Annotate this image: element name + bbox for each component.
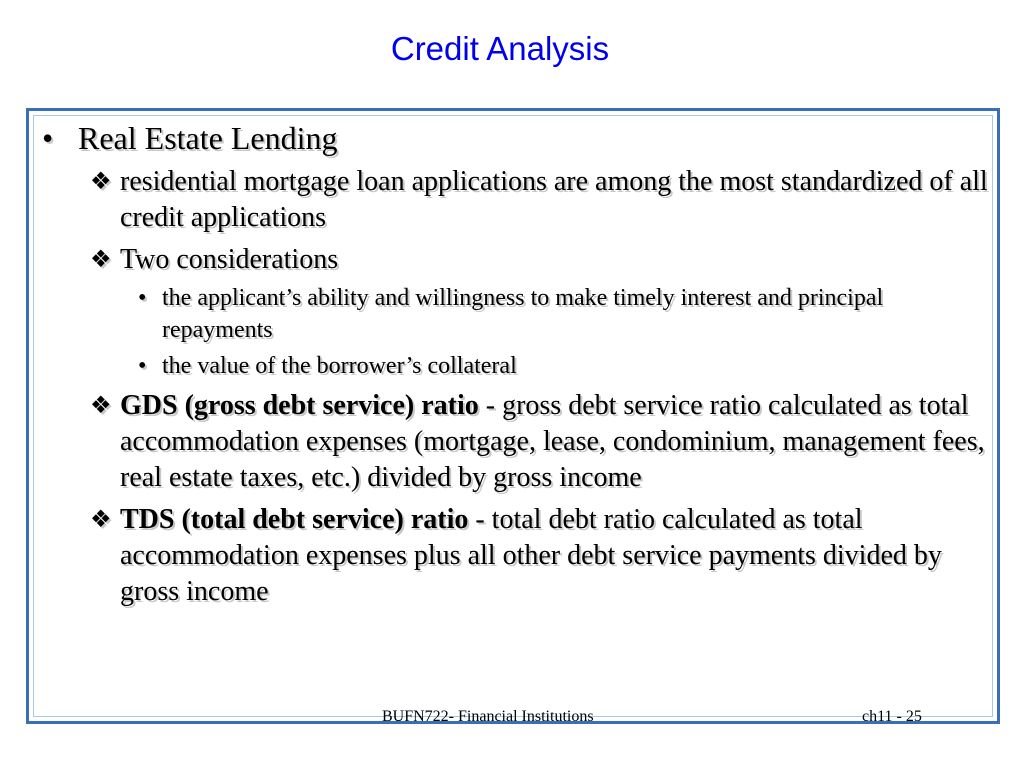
footer-course: BUFN722- Financial Institutions bbox=[382, 708, 594, 725]
tds-definition: - total debt ratio calculated as total accommodation expenses plus all other debt service payments divided by gross income bbox=[120, 504, 942, 607]
sub-bullet-text: the value of the borrower’s collateral bbox=[162, 353, 517, 379]
slide-title: Credit Analysis bbox=[390, 30, 610, 67]
sub-bullet-ability bbox=[138, 282, 994, 346]
bullet-tds-ratio bbox=[90, 502, 994, 610]
bullet-residential-mortgage bbox=[90, 164, 994, 236]
sub-bullet-collateral bbox=[138, 350, 994, 382]
slide-content bbox=[34, 118, 994, 610]
bullet-text: Two considerations bbox=[120, 244, 339, 275]
bullet-two-considerations bbox=[90, 242, 994, 278]
bullet-real-estate-lending bbox=[42, 118, 994, 158]
bullet-text bbox=[120, 388, 994, 496]
bullet-marker: • bbox=[138, 285, 147, 311]
gds-term: GDS (gross debt service) ratio bbox=[120, 390, 479, 421]
diamond-bullet-icon: ❖ bbox=[90, 393, 112, 419]
diamond-bullet-icon: ❖ bbox=[90, 247, 112, 273]
bullet-text: residential mortgage loan applications are among the most standardized of all credit applications bbox=[120, 166, 988, 233]
bullet-marker: • bbox=[138, 353, 147, 379]
diamond-bullet-icon: ❖ bbox=[90, 507, 112, 533]
heading-text: Real Estate Lending bbox=[78, 120, 338, 156]
diamond-bullet-icon: ❖ bbox=[90, 169, 112, 195]
tds-term: TDS (total debt service) ratio bbox=[120, 504, 469, 535]
bullet-gds-ratio bbox=[90, 388, 994, 496]
sub-bullet-text: the applicant’s ability and willingness to make timely interest and principal repayments bbox=[162, 285, 884, 343]
gds-definition: - gross debt service ratio calculated as total accommodation expenses (mortgage, lease, condominium, management fees, real estate taxes, etc.) divided by gross income bbox=[120, 390, 985, 493]
footer-page-number: ch11 - 25 bbox=[862, 708, 922, 725]
bullet-text bbox=[120, 502, 994, 610]
bullet-marker: • bbox=[42, 120, 54, 156]
